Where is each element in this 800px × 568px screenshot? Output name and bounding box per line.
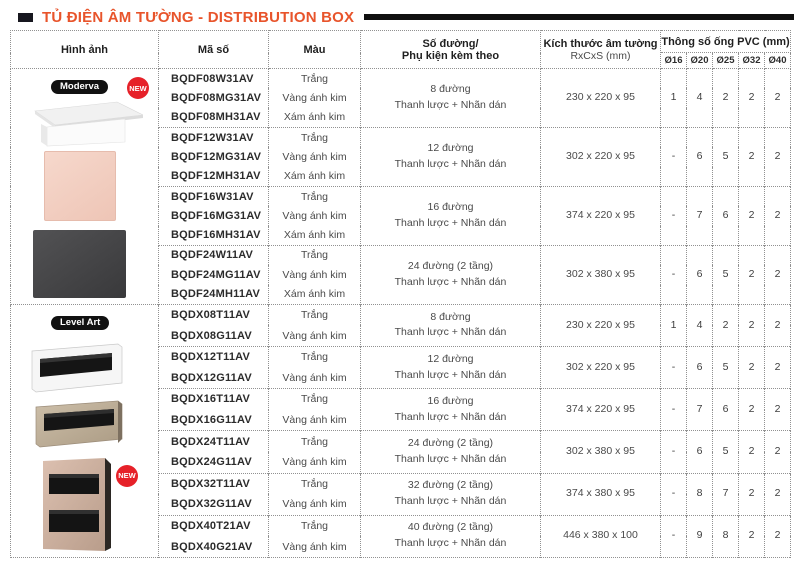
product-color-name: Vàng ánh kim xyxy=(269,452,361,473)
pvc-count-25: 8 xyxy=(713,515,739,557)
dimensions-cell: 302 x 380 x 95 xyxy=(541,431,661,473)
product-color-name: Trắng xyxy=(269,389,361,410)
ways-cell xyxy=(361,245,541,304)
col-header-pvc: Thông số ống PVC (mm) xyxy=(661,31,791,53)
title-rule xyxy=(364,14,794,20)
pvc-count-20: 7 xyxy=(687,186,713,245)
pvc-count-16: - xyxy=(661,515,687,557)
product-color-name: Trắng xyxy=(269,245,361,265)
product-color-name: Trắng xyxy=(269,127,361,147)
accessories: Thanh lược + Nhãn dán xyxy=(394,537,507,550)
product-code: BQDF08MH31AV xyxy=(159,108,269,128)
ways-count: 40 đường (2 tầng) xyxy=(407,521,494,534)
product-color-name: Trắng xyxy=(269,515,361,536)
product-code: BQDX08G11AV xyxy=(159,325,269,346)
product-code: BQDF12W31AV xyxy=(159,127,269,147)
product-code: BQDX16T11AV xyxy=(159,389,269,410)
pvc-count-32: 2 xyxy=(739,304,765,346)
level-art-champagne-box-image xyxy=(34,399,124,449)
product-color-name: Vàng ánh kim xyxy=(269,494,361,515)
product-code: BQDF24W11AV xyxy=(159,245,269,265)
level-art-series-badge: Level Art xyxy=(51,316,109,330)
product-code: BQDF16MH31AV xyxy=(159,226,269,246)
pvc-count-20: 7 xyxy=(687,389,713,431)
pvc-count-40: 2 xyxy=(765,245,791,304)
pvc-count-16: - xyxy=(661,431,687,473)
pvc-count-16: - xyxy=(661,245,687,304)
product-color-name: Trắng xyxy=(269,431,361,452)
product-code: BQDF08MG31AV xyxy=(159,88,269,108)
col-header-code: Mã số xyxy=(159,31,269,69)
ways-cell xyxy=(361,69,541,128)
pvc-count-32: 2 xyxy=(739,473,765,515)
pvc-count-32: 2 xyxy=(739,186,765,245)
pvc-count-20: 6 xyxy=(687,127,713,186)
dimensions-cell: 374 x 220 x 95 xyxy=(541,186,661,245)
distribution-box-spec-table xyxy=(10,30,791,558)
new-badge: NEW xyxy=(127,77,149,99)
product-color-name: Trắng xyxy=(269,69,361,89)
product-code: BQDF16W31AV xyxy=(159,186,269,206)
pvc-count-32: 2 xyxy=(739,347,765,389)
section-title-bar xyxy=(0,0,800,30)
col-header-dimensions xyxy=(541,31,661,69)
product-color-name: Vàng ánh kim xyxy=(269,147,361,167)
ways-count: 32 đường (2 tầng) xyxy=(407,479,494,492)
dimensions-cell: 374 x 220 x 95 xyxy=(541,389,661,431)
product-code: BQDX16G11AV xyxy=(159,410,269,431)
ways-count: 8 đường xyxy=(430,310,471,323)
pvc-count-25: 5 xyxy=(713,347,739,389)
ways-cell xyxy=(361,127,541,186)
level-art-tall-box-image xyxy=(43,458,115,553)
col-header-size-line1: Kích thước âm tường xyxy=(543,37,658,50)
product-code: BQDX12T11AV xyxy=(159,347,269,368)
ways-cell xyxy=(361,473,541,515)
dark-gray-panel-image xyxy=(33,230,126,298)
col-header-size-line2: RxCxS (mm) xyxy=(570,49,631,62)
pvc-count-20: 6 xyxy=(687,245,713,304)
product-color-name: Xám ánh kim xyxy=(269,108,361,128)
product-code: BQDF12MG31AV xyxy=(159,147,269,167)
pvc-count-40: 2 xyxy=(765,431,791,473)
ways-count: 12 đường xyxy=(427,142,474,155)
product-code: BQDF08W31AV xyxy=(159,69,269,89)
pvc-size-header-16: Ø16 xyxy=(661,53,687,69)
pvc-count-20: 8 xyxy=(687,473,713,515)
pvc-count-25: 5 xyxy=(713,245,739,304)
pvc-count-25: 7 xyxy=(713,473,739,515)
pvc-count-32: 2 xyxy=(739,389,765,431)
accessories: Thanh lược + Nhãn dán xyxy=(394,452,507,465)
product-code: BQDX40T21AV xyxy=(159,515,269,536)
pvc-count-20: 4 xyxy=(687,304,713,346)
pvc-count-16: - xyxy=(661,127,687,186)
pvc-count-16: - xyxy=(661,186,687,245)
accessories: Thanh lược + Nhãn dán xyxy=(394,326,507,339)
moderva-flush-box-image xyxy=(19,99,143,147)
moderva-series-badge: Moderva xyxy=(51,80,108,94)
product-color-name: Xám ánh kim xyxy=(269,167,361,187)
product-code: BQDX08T11AV xyxy=(159,304,269,325)
ways-count: 16 đường xyxy=(427,201,474,214)
product-code: BQDX12G11AV xyxy=(159,368,269,389)
page-title: TỦ ĐIỆN ÂM TƯỜNG - DISTRIBUTION BOX xyxy=(42,8,355,26)
dimensions-cell: 230 x 220 x 95 xyxy=(541,304,661,346)
pvc-count-20: 4 xyxy=(687,69,713,128)
product-color-name: Xám ánh kim xyxy=(269,226,361,246)
pvc-count-16: 1 xyxy=(661,69,687,128)
dimensions-cell: 230 x 220 x 95 xyxy=(541,69,661,128)
pvc-count-40: 2 xyxy=(765,389,791,431)
rose-gold-panel-image xyxy=(44,151,116,221)
product-code: BQDX24G11AV xyxy=(159,452,269,473)
product-code: BQDF24MG11AV xyxy=(159,265,269,285)
pvc-size-header-40: Ø40 xyxy=(765,53,791,69)
pvc-count-40: 2 xyxy=(765,515,791,557)
ways-cell xyxy=(361,431,541,473)
accessories: Thanh lược + Nhãn dán xyxy=(394,368,507,381)
product-code: BQDX32T11AV xyxy=(159,473,269,494)
ways-cell xyxy=(361,515,541,557)
dimensions-cell: 302 x 220 x 95 xyxy=(541,347,661,389)
pvc-count-32: 2 xyxy=(739,515,765,557)
pvc-count-32: 2 xyxy=(739,245,765,304)
ways-count: 24 đường (2 tầng) xyxy=(407,260,494,273)
pvc-count-40: 2 xyxy=(765,304,791,346)
pvc-count-20: 9 xyxy=(687,515,713,557)
pvc-count-16: - xyxy=(661,389,687,431)
pvc-count-25: 2 xyxy=(713,304,739,346)
pvc-count-20: 6 xyxy=(687,347,713,389)
pvc-count-32: 2 xyxy=(739,127,765,186)
product-color-name: Trắng xyxy=(269,186,361,206)
dimensions-cell: 302 x 220 x 95 xyxy=(541,127,661,186)
accessories: Thanh lược + Nhãn dán xyxy=(394,157,507,170)
product-code: BQDX40G21AV xyxy=(159,536,269,557)
accessories: Thanh lược + Nhãn dán xyxy=(394,216,507,229)
pvc-count-32: 2 xyxy=(739,431,765,473)
pvc-count-25: 2 xyxy=(713,69,739,128)
new-badge: NEW xyxy=(116,465,138,487)
accessories: Thanh lược + Nhãn dán xyxy=(394,98,507,111)
pvc-count-25: 5 xyxy=(713,431,739,473)
dimensions-cell: 446 x 380 x 100 xyxy=(541,515,661,557)
col-header-ways-line2: Phụ kiện kèm theo xyxy=(401,49,500,62)
level-art-white-box-image xyxy=(29,342,123,394)
product-color-name: Vàng ánh kim xyxy=(269,536,361,557)
pvc-count-16: - xyxy=(661,347,687,389)
pvc-count-40: 2 xyxy=(765,69,791,128)
product-color-name: Trắng xyxy=(269,473,361,494)
pvc-count-40: 2 xyxy=(765,186,791,245)
col-header-ways xyxy=(361,31,541,69)
ways-count: 24 đường (2 tầng) xyxy=(407,437,494,450)
pvc-size-header-20: Ø20 xyxy=(687,53,713,69)
pvc-count-16: - xyxy=(661,473,687,515)
moderva-image-cell xyxy=(11,69,159,305)
product-code: BQDF24MH11AV xyxy=(159,285,269,305)
product-color-name: Vàng ánh kim xyxy=(269,368,361,389)
ways-cell xyxy=(361,304,541,346)
dimensions-cell: 302 x 380 x 95 xyxy=(541,245,661,304)
pvc-count-25: 6 xyxy=(713,389,739,431)
pvc-count-25: 6 xyxy=(713,186,739,245)
product-code: BQDF16MG31AV xyxy=(159,206,269,226)
ways-count: 8 đường xyxy=(430,83,471,96)
pvc-size-header-25: Ø25 xyxy=(713,53,739,69)
pvc-count-25: 5 xyxy=(713,127,739,186)
dimensions-cell: 374 x 380 x 95 xyxy=(541,473,661,515)
pvc-count-40: 2 xyxy=(765,473,791,515)
product-color-name: Xám ánh kim xyxy=(269,285,361,305)
title-bullet xyxy=(18,13,33,22)
product-code: BQDX24T11AV xyxy=(159,431,269,452)
product-color-name: Vàng ánh kim xyxy=(269,410,361,431)
product-color-name: Trắng xyxy=(269,304,361,325)
pvc-count-16: 1 xyxy=(661,304,687,346)
pvc-count-40: 2 xyxy=(765,347,791,389)
accessories: Thanh lược + Nhãn dán xyxy=(394,410,507,423)
product-code: BQDX32G11AV xyxy=(159,494,269,515)
accessories: Thanh lược + Nhãn dán xyxy=(394,275,507,288)
ways-cell xyxy=(361,186,541,245)
level-art-image-cell xyxy=(11,304,159,557)
product-code: BQDF12MH31AV xyxy=(159,167,269,187)
accessories: Thanh lược + Nhãn dán xyxy=(394,495,507,508)
product-color-name: Trắng xyxy=(269,347,361,368)
product-color-name: Vàng ánh kim xyxy=(269,88,361,108)
ways-count: 12 đường xyxy=(427,352,474,365)
product-color-name: Vàng ánh kim xyxy=(269,206,361,226)
product-color-name: Vàng ánh kim xyxy=(269,265,361,285)
pvc-count-40: 2 xyxy=(765,127,791,186)
col-header-image: Hình ảnh xyxy=(11,31,159,69)
col-header-color: Màu xyxy=(269,31,361,69)
product-color-name: Vàng ánh kim xyxy=(269,325,361,346)
col-header-ways-line1: Số đường/ xyxy=(422,37,479,50)
ways-cell xyxy=(361,347,541,389)
pvc-count-20: 6 xyxy=(687,431,713,473)
pvc-size-header-32: Ø32 xyxy=(739,53,765,69)
pvc-count-32: 2 xyxy=(739,69,765,128)
ways-cell xyxy=(361,389,541,431)
ways-count: 16 đường xyxy=(427,395,474,408)
